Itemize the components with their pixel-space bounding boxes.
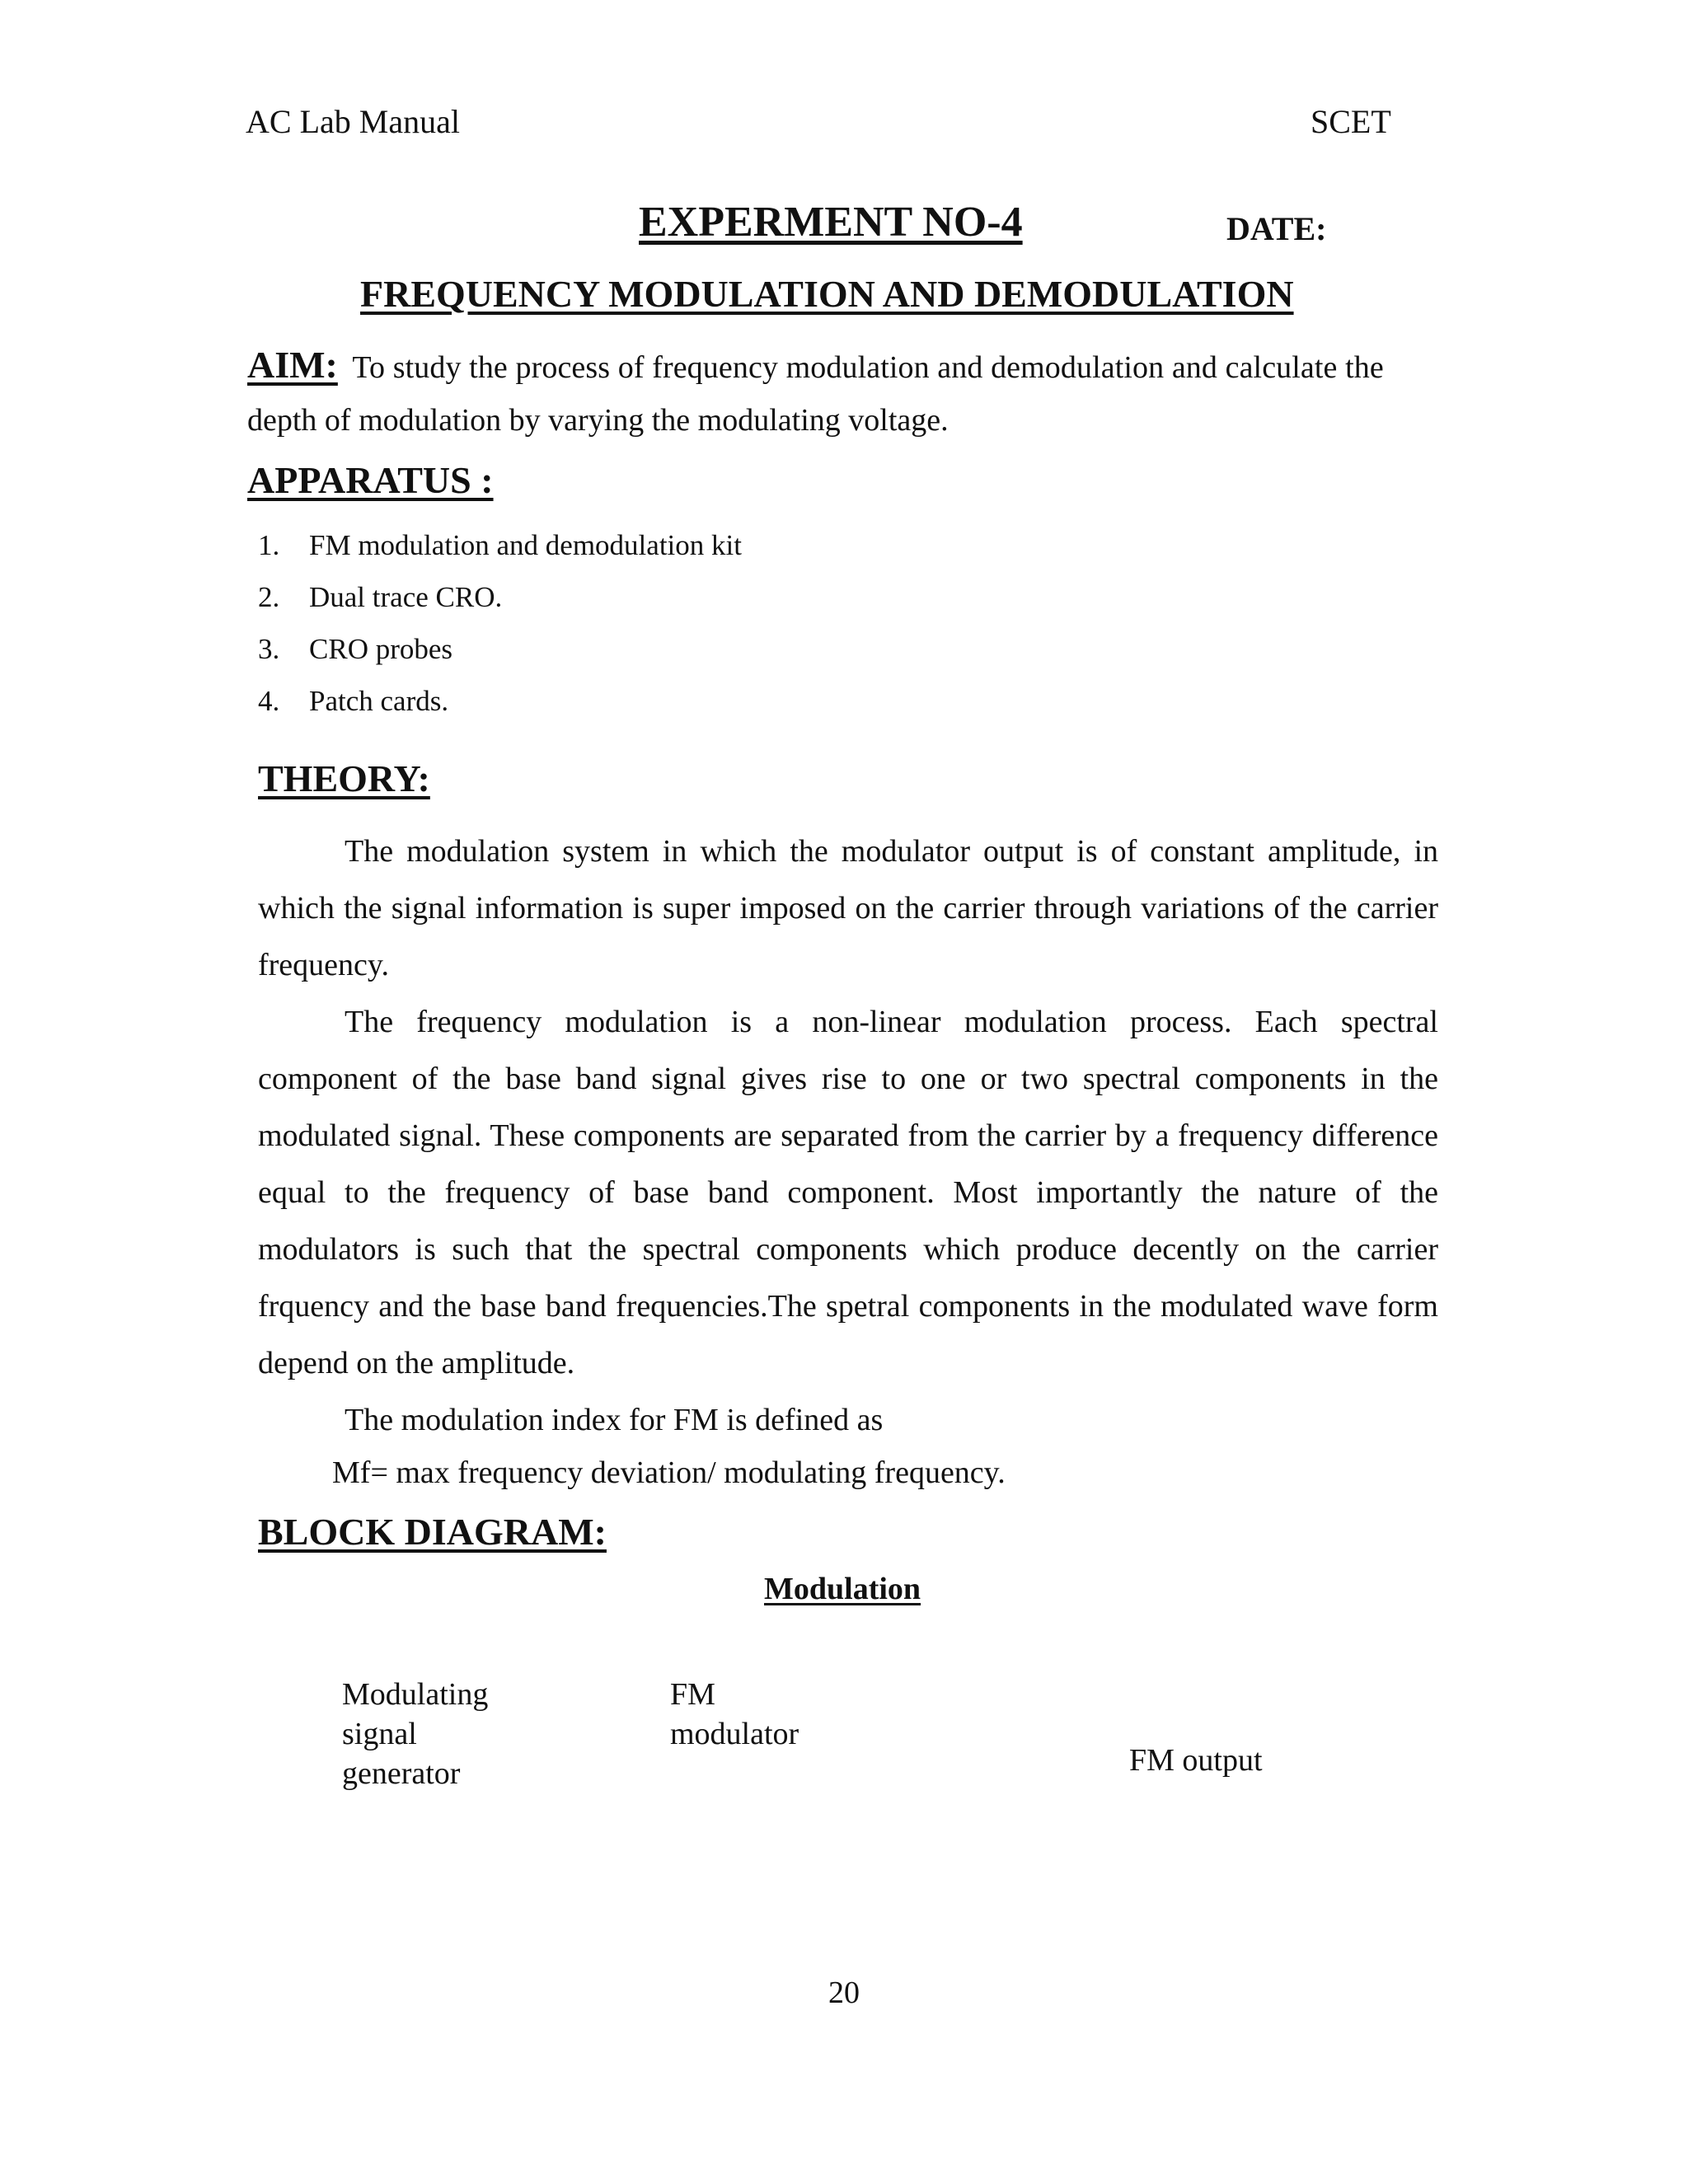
list-item-text: CRO probes [309, 633, 453, 665]
list-item [258, 675, 742, 727]
list-item-text: Patch cards. [309, 685, 449, 717]
aim-text-line2: depth of modulation by varying the modulating voltage. [247, 403, 949, 438]
modulation-index-formula: Mf= max frequency deviation/ modulating frequency. [332, 1455, 1006, 1490]
modulation-subheading: Modulation [764, 1572, 921, 1606]
theory-heading: THEORY: [258, 757, 430, 799]
theory-paragraph-2: The frequency modulation is a non-linear modulation process. Each spectral component of the base band signal gives rise to one or two spectral components in the modulated signal. These components are separated from the carrier by a frequency difference equal to the frequency of base band component. Most importantly the nature of the modulators is such that the spectral components which produce decently on the carrier frquency and the base band frequencies.The spetral components in the modulated wave form depend on the amplitude. [258, 1005, 1438, 1380]
list-item-number: 1. [258, 529, 280, 561]
block-diagram-heading: BLOCK DIAGRAM: [258, 1511, 607, 1553]
aim-label: AIM: [247, 344, 338, 386]
list-item [258, 519, 742, 571]
block-fm-modulator: FM modulator [670, 1677, 799, 1751]
block-fm-output: FM output [1129, 1743, 1263, 1778]
theory-paragraph-3: The modulation index for FM is defined as [345, 1403, 884, 1437]
header-right: SCET [1311, 103, 1391, 140]
aim-text-line1: To study the process of frequency modulation and demodulation and calculate the [352, 350, 1384, 385]
experiment-subtitle: FREQUENCY MODULATION AND DEMODULATION [360, 273, 1294, 315]
list-item-text: Dual trace CRO. [309, 581, 503, 613]
list-item-number: 4. [258, 685, 280, 717]
date-label: DATE: [1226, 210, 1327, 247]
apparatus-list [258, 519, 742, 727]
aim-line [247, 343, 1384, 387]
page-number: 20 [828, 1975, 860, 2010]
apparatus-heading: APPARATUS : [247, 459, 494, 501]
list-item [258, 571, 742, 623]
list-item-text: FM modulation and demodulation kit [309, 529, 742, 561]
theory-body [258, 823, 1438, 1449]
header-left: AC Lab Manual [246, 103, 460, 140]
theory-paragraph-1: The modulation system in which the modulator output is of constant amplitude, in which the signal information is super imposed on the carrier through variations of the carrier frequency. [258, 834, 1438, 982]
list-item [258, 623, 742, 675]
block-modulating-signal-generator: Modulating signal generator [342, 1677, 489, 1791]
experiment-title: EXPERMENT NO-4 [639, 199, 1023, 246]
list-item-number: 2. [258, 581, 280, 613]
list-item-number: 3. [258, 633, 280, 665]
